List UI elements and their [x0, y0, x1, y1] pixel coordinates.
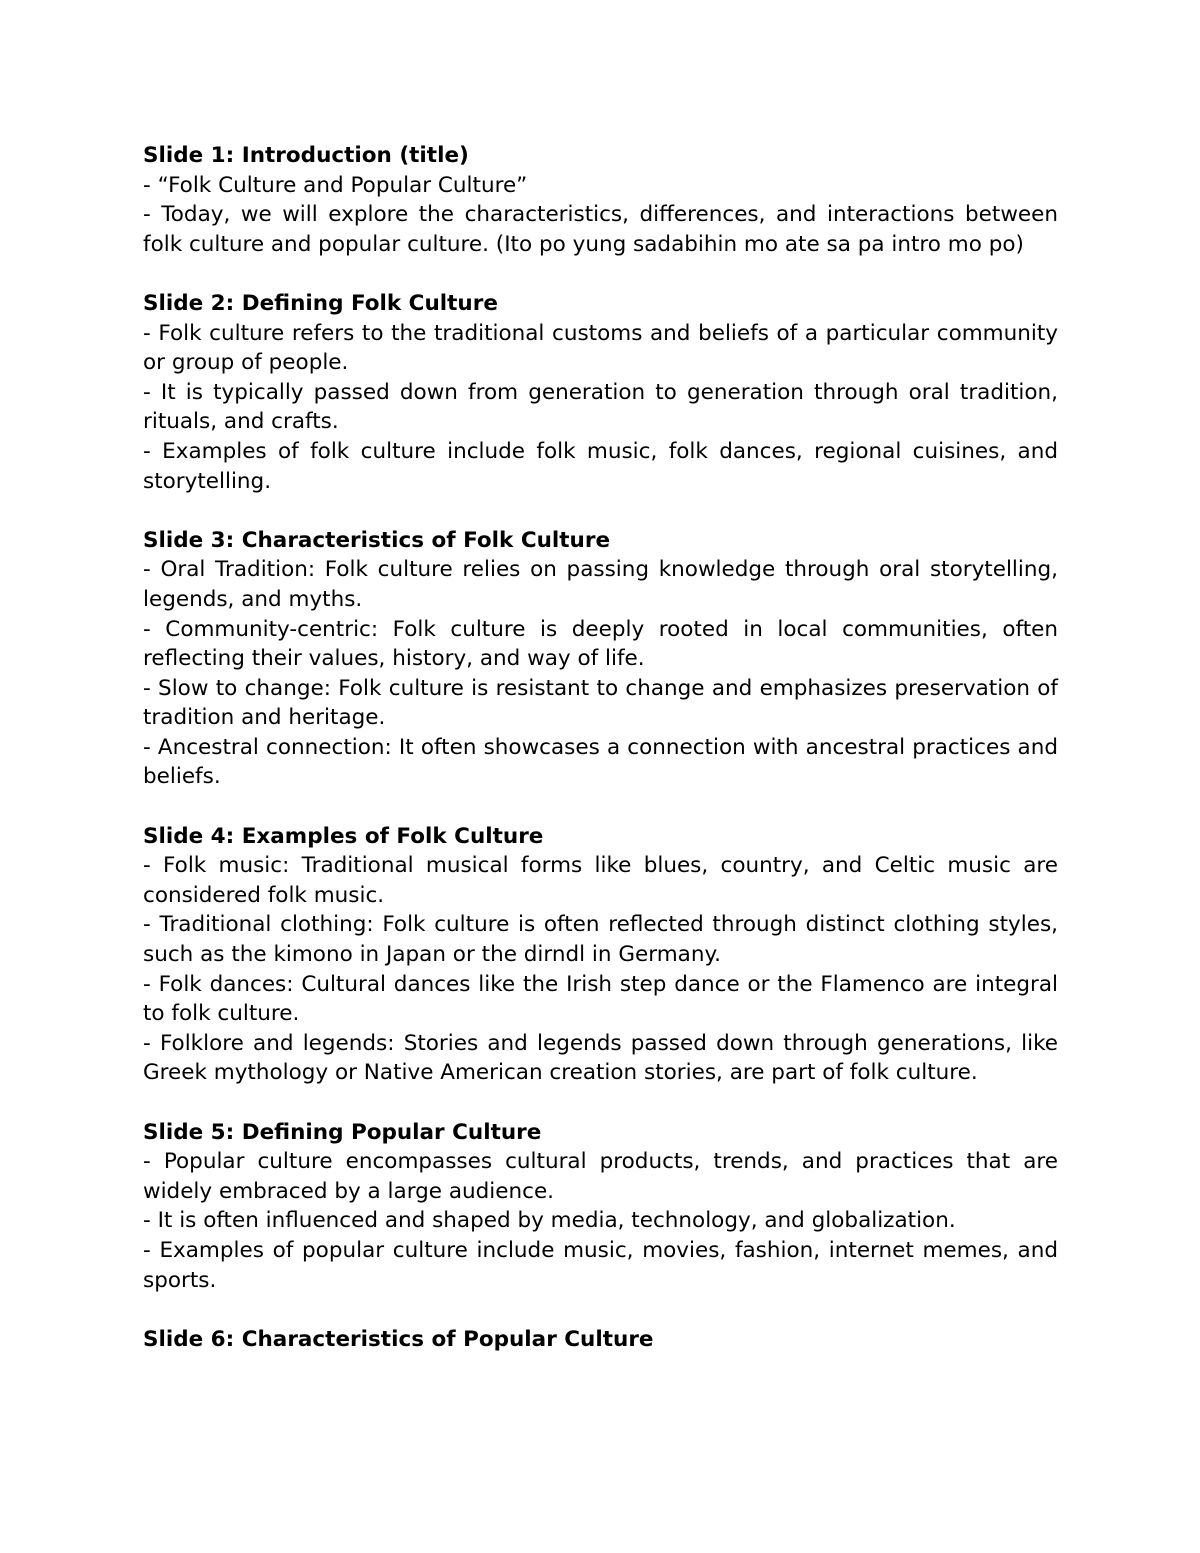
slide-4-line-3: - Folk dances: Cultural dances like the Irish step dance or the Flamenco are integral to folk culture. — [143, 971, 1058, 1027]
slide-6-heading: Slide 6: Characteristics of Popular Culture — [143, 1326, 654, 1352]
slide-5-heading: Slide 5: Defining Popular Culture — [143, 1119, 542, 1145]
slide-2-line-2: - It is typically passed down from generation to generation through oral tradition, rituals, and crafts. — [143, 379, 1058, 435]
slide-1-heading: Slide 1: Introduction (title) — [143, 143, 469, 168]
slide-3-line-3: - Slow to change: Folk culture is resistant to change and emphasizes preservation of tradition and heritage. — [143, 675, 1058, 731]
slide-3-line-4: - Ancestral connection: It often showcases a connection with ancestral practices and beliefs. — [143, 734, 1058, 790]
slide-1-line-2: - Today, we will explore the characteristics, differences, and interactions between folk culture and popular culture. (Ito po yung sadabihin mo ate sa pa intro mo po) — [143, 202, 1058, 257]
slide-1-line-1: - “Folk Culture and Popular Culture” — [143, 172, 528, 198]
slide-4-line-1: - Folk music: Traditional musical forms like blues, country, and Celtic music are considered folk music. — [143, 853, 1058, 908]
slide-4-line-4: - Folklore and legends: Stories and legends passed down through generations, like Greek mythology or Native American creation stories, are part of folk culture. — [143, 1030, 1058, 1086]
document-page — [143, 141, 1058, 1384]
slide-6-section — [143, 1325, 1058, 1355]
slide-4-section — [143, 822, 1058, 1088]
slide-5-line-1: - Popular culture encompasses cultural products, trends, and practices that are widely embraced by a large audience. — [143, 1149, 1058, 1204]
slide-5-section — [143, 1118, 1058, 1296]
slide-3-line-1: - Oral Tradition: Folk culture relies on passing knowledge through oral storytelling, legends, and myths. — [143, 557, 1058, 612]
slide-4-heading: Slide 4: Examples of Folk Culture — [143, 823, 544, 849]
slide-5-line-2: - It is often influenced and shaped by media, technology, and globalization. — [143, 1208, 956, 1234]
slide-2-heading: Slide 2: Defining Folk Culture — [143, 290, 498, 316]
slide-3-section — [143, 526, 1058, 792]
slide-5-line-3: - Examples of popular culture include music, movies, fashion, internet memes, and sports. — [143, 1237, 1058, 1293]
slide-4-line-2: - Traditional clothing: Folk culture is often reflected through distinct clothing styles, such as the kimono in Japan or the dirndl in Germany. — [143, 912, 1058, 968]
slide-1-section — [143, 141, 1058, 259]
slide-2-line-3: - Examples of folk culture include folk music, folk dances, regional cuisines, and storytelling. — [143, 438, 1058, 494]
slide-2-section — [143, 289, 1058, 496]
slide-2-line-1: - Folk culture refers to the traditional customs and beliefs of a particular community or group of people. — [143, 320, 1058, 376]
slide-3-line-2: - Community-centric: Folk culture is deeply rooted in local communities, often reflecting their values, history, and way of life. — [143, 616, 1058, 672]
slide-3-heading: Slide 3: Characteristics of Folk Culture — [143, 527, 611, 553]
